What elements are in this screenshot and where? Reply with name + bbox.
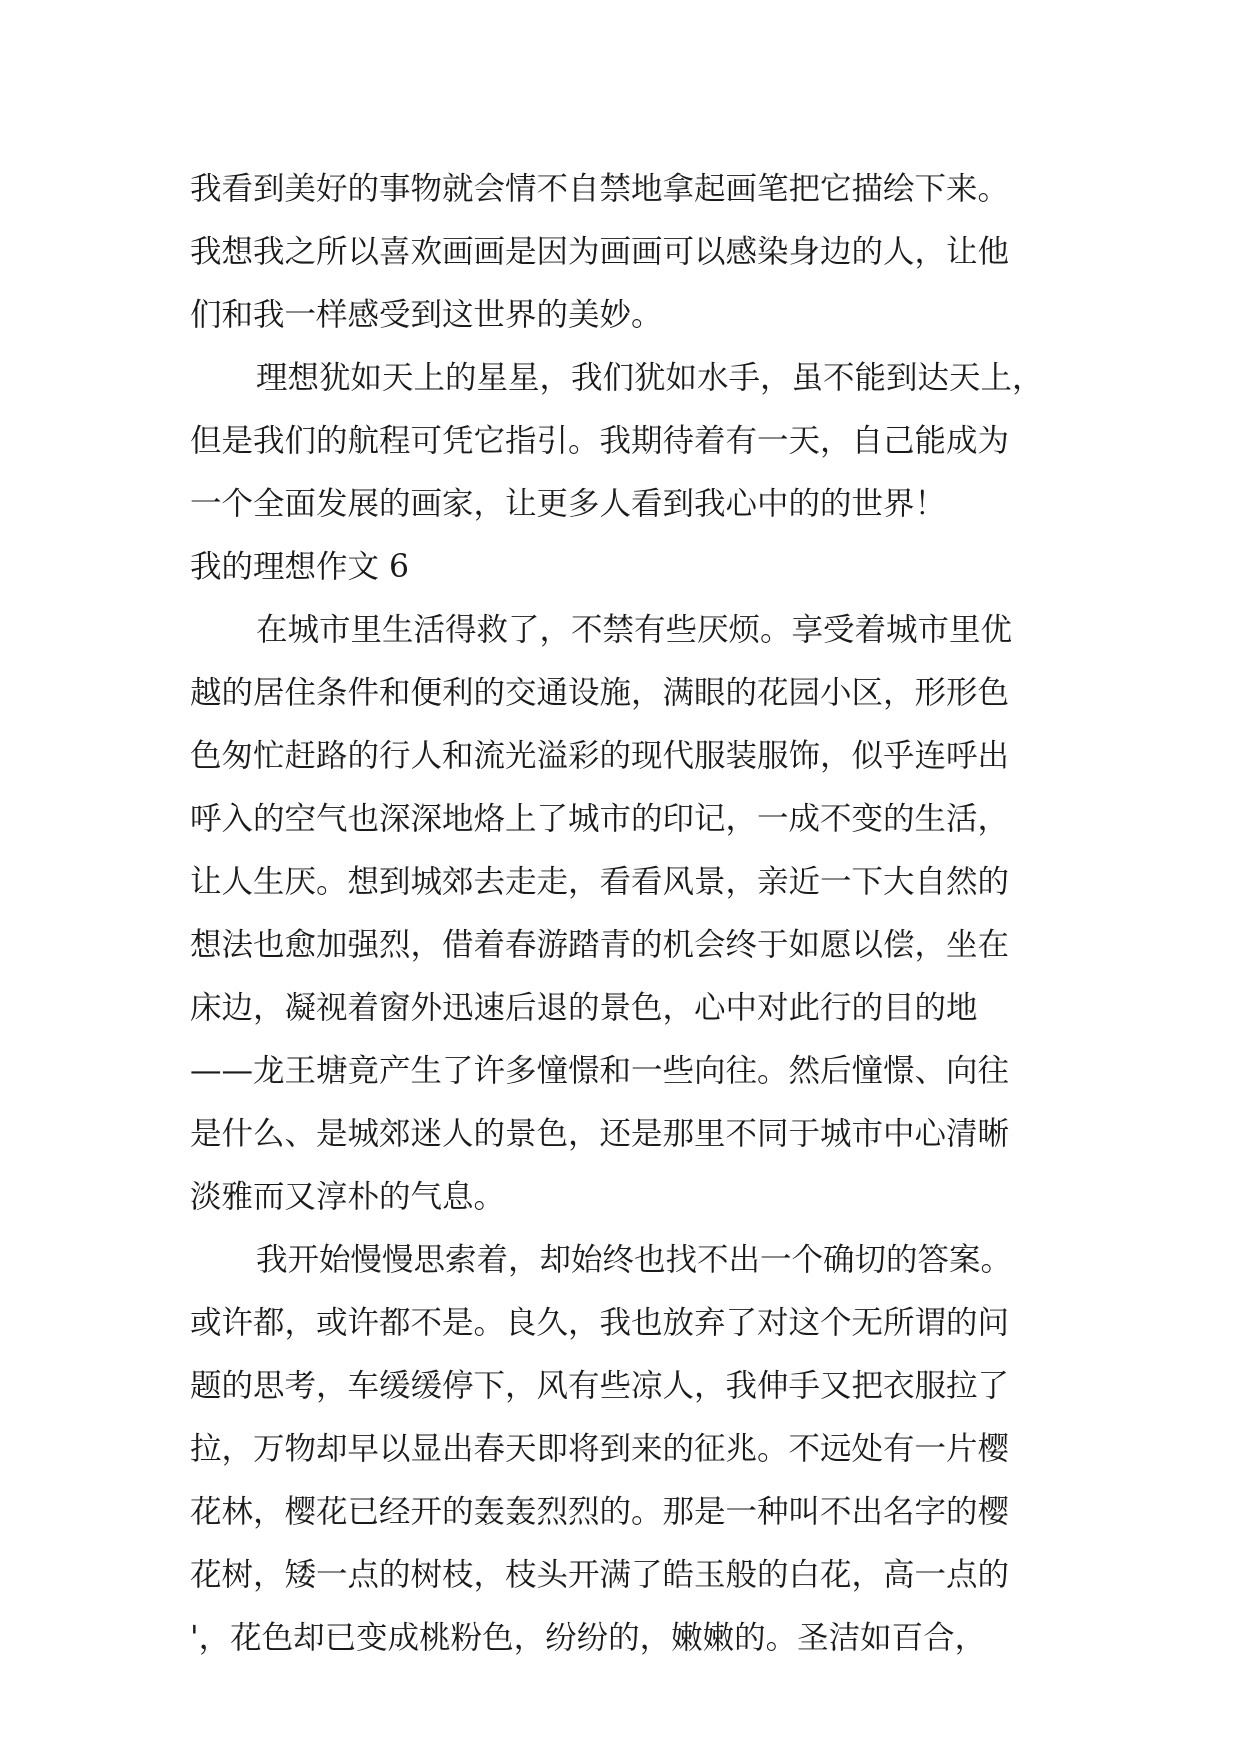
text-line: 拉，万物却早以显出春天即将到来的征兆。不远处有一片樱 — [190, 1431, 1010, 1467]
text-line: 们和我一样感受到这世界的美妙。 — [190, 297, 663, 333]
text-line: 越的居住条件和便利的交通设施，满眼的花园小区，形形色 — [190, 675, 1010, 711]
essay-body — [190, 158, 1050, 1670]
section-title: 我的理想作文 6 — [190, 549, 410, 585]
text-line: 床边，凝视着窗外迅速后退的景色，心中对此行的目的地 — [190, 990, 978, 1026]
text-line: 或许都，或许都不是。良久，我也放弃了对这个无所谓的问 — [190, 1305, 1010, 1341]
text-line: 一个全面发展的画家，让更多人看到我心中的的世界！ — [190, 486, 947, 522]
text-line: '，花色却已变成桃粉色，纷纷的，嫩嫩的。圣洁如百合， — [190, 1620, 987, 1656]
text-line: 是什么、是城郊迷人的景色，还是那里不同于城市中心清晰 — [190, 1116, 1010, 1152]
text-line: 让人生厌。想到城郊去走走，看看风景，亲近一下大自然的 — [190, 864, 1010, 900]
text-line: 我想我之所以喜欢画画是因为画画可以感染身边的人，让他 — [190, 234, 1010, 270]
paragraph-first-line: 我开始慢慢思索着，却始终也找不出一个确切的答案。 — [256, 1242, 1013, 1278]
text-line: 我看到美好的事物就会情不自禁地拿起画笔把它描绘下来。 — [190, 171, 1010, 207]
text-line: ——龙王塘竟产生了许多憧憬和一些向往。然后憧憬、向往 — [190, 1053, 1010, 1089]
text-line: 色匆忙赶路的行人和流光溢彩的现代服装服饰，似乎连呼出 — [190, 738, 1010, 774]
text-line: 呼入的空气也深深地烙上了城市的印记，一成不变的生活， — [190, 801, 1010, 837]
text-line: 淡雅而又淳朴的气息。 — [190, 1179, 506, 1215]
text-line: 花树，矮一点的树枝，枝头开满了皓玉般的白花，高一点的 — [190, 1557, 1010, 1593]
text-line: 题的思考，车缓缓停下，风有些凉人，我伸手又把衣服拉了 — [190, 1368, 1010, 1404]
text-line: 但是我们的航程可凭它指引。我期待着有一天，自己能成为 — [190, 423, 1010, 459]
text-line: 花林，樱花已经开的轰轰烈烈的。那是一种叫不出名字的樱 — [190, 1494, 1010, 1530]
paragraph-first-line: 在城市里生活得救了，不禁有些厌烦。享受着城市里优 — [256, 612, 1013, 648]
paragraph-first-line: 理想犹如天上的星星，我们犹如水手，虽不能到达天上， — [256, 360, 1044, 396]
text-line: 想法也愈加强烈，借着春游踏青的机会终于如愿以偿，坐在 — [190, 927, 1010, 963]
